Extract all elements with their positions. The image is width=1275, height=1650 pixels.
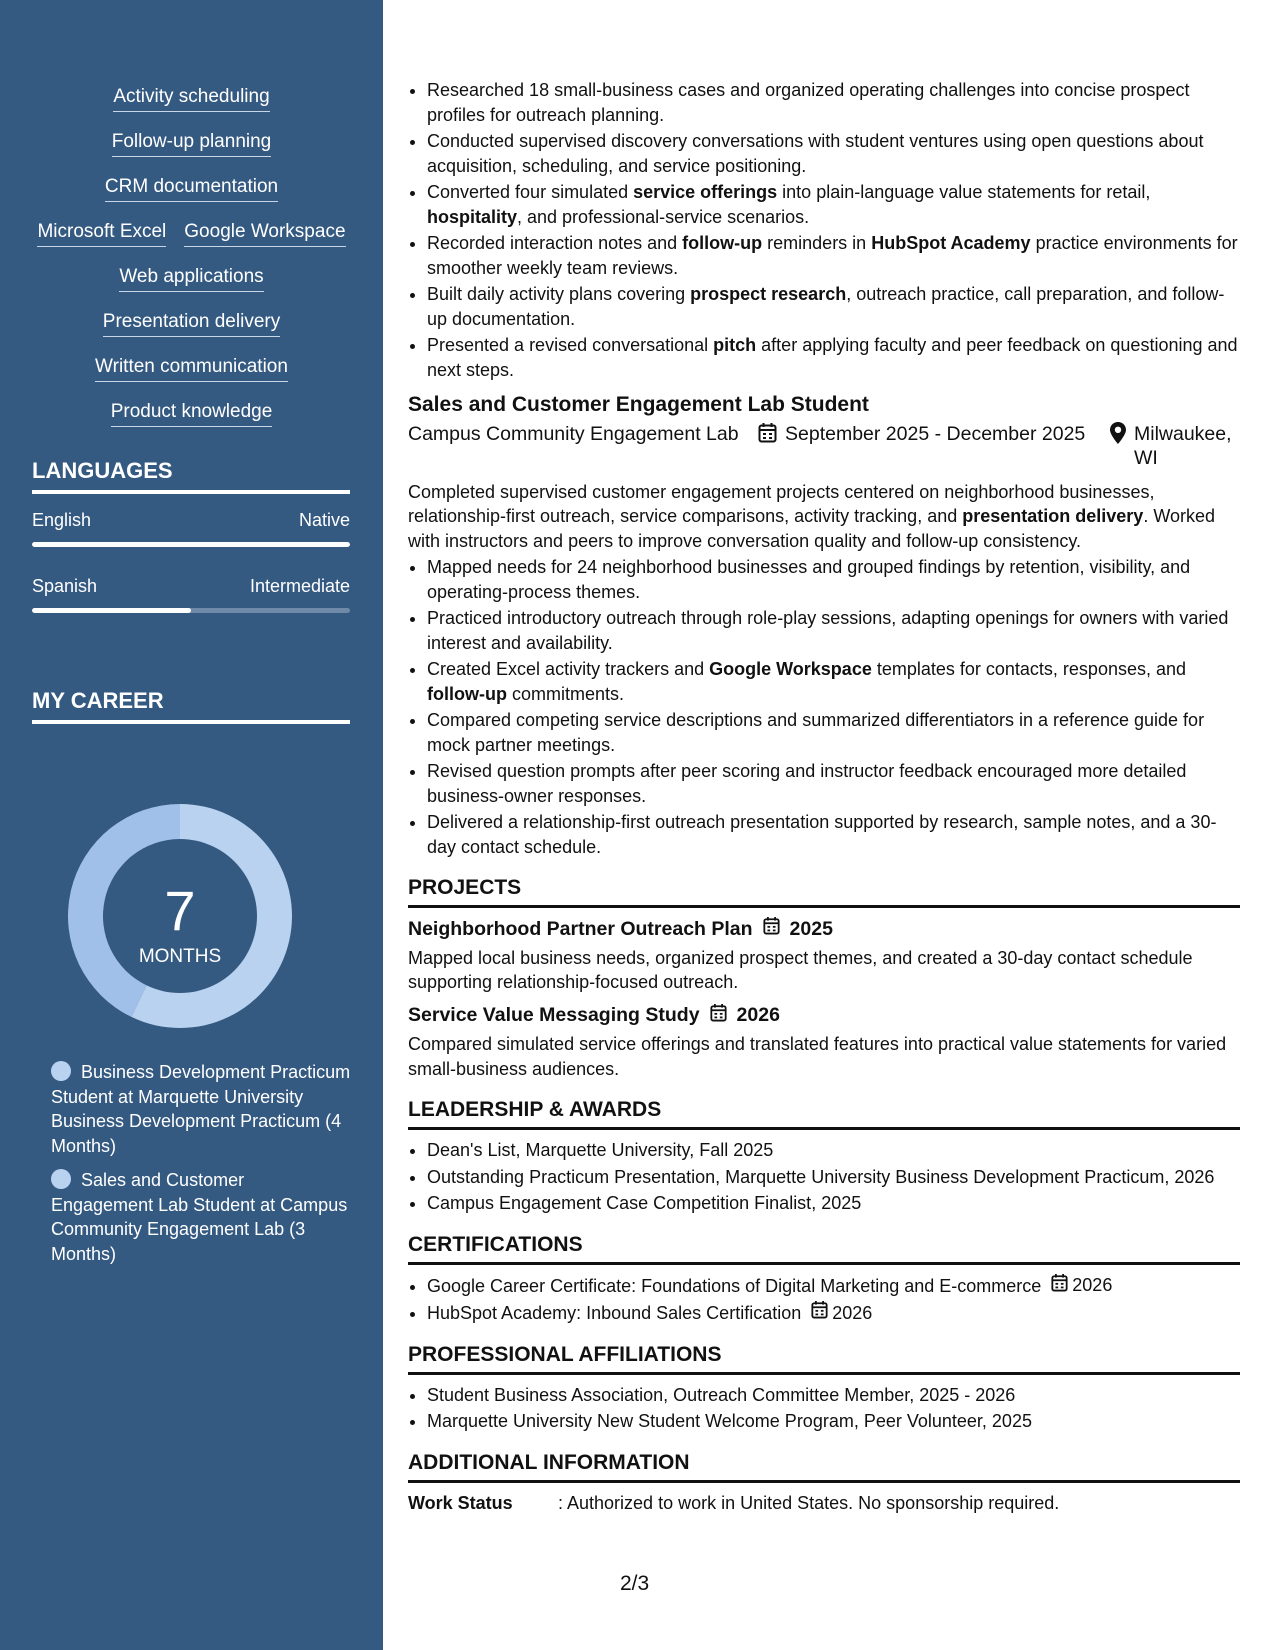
certification-item <box>427 1273 1240 1299</box>
career-heading: MY CAREER <box>32 688 350 724</box>
calendar-icon <box>710 1003 727 1029</box>
bold-keyword: pitch <box>713 335 757 355</box>
certification-year: 2026 <box>1072 1275 1113 1295</box>
skill-tag: Product knowledge <box>111 400 273 427</box>
certification-item <box>427 1300 1240 1326</box>
skill-row <box>20 85 363 130</box>
work-status-label: Work Status <box>408 1492 513 1513</box>
skills-list <box>20 85 363 445</box>
skill-row <box>20 355 363 400</box>
leadership-list <box>408 1138 1240 1216</box>
skill-row <box>20 220 363 265</box>
list-item: • Compared competing service descriptions and summarized differentiators in a reference guide for mock partner meetings. <box>427 708 1240 757</box>
skill-row <box>20 265 363 310</box>
job-meta <box>408 422 1240 470</box>
list-item: • Recorded interaction notes and follow-up reminders in HubSpot Academy practice environments for smoother weekly team reviews. <box>427 231 1240 280</box>
legend-label: Sales and Customer Engagement Lab Student at Campus Community Engagement Lab (3 Months) <box>51 1170 348 1264</box>
bold-keyword: Google Workspace <box>709 659 872 679</box>
bold-keyword: follow-up <box>427 683 507 704</box>
career-legend-item <box>51 1060 351 1158</box>
job-location-text: Milwaukee, WI <box>1134 422 1232 469</box>
calendar-icon <box>763 916 780 942</box>
skill-row <box>20 130 363 175</box>
bold-keyword: service offerings <box>633 182 778 202</box>
map-pin-icon <box>1110 422 1126 470</box>
career-donut-chart <box>62 798 298 1034</box>
bold-keyword: hospitality <box>427 206 518 227</box>
page-number: 2/3 <box>620 1572 650 1595</box>
project-description: Mapped local business needs, organized prospect themes, and created a 30-day contact schedule supporting relationship-focused outreach. <box>408 947 1193 992</box>
language-proficiency-fill <box>32 542 350 547</box>
career-legend <box>51 1060 351 1276</box>
project-year: 2026 <box>736 1004 780 1026</box>
skill-tag: Microsoft Excel <box>37 220 166 247</box>
list-item: • Student Business Association, Outreach Committee Member, 2025 - 2026 <box>427 1383 1240 1408</box>
skill-tag: Activity scheduling <box>113 85 269 112</box>
skill-row <box>20 175 363 220</box>
list-item: • Built daily activity plans covering prospect research, outreach practice, call preparation, and follow-up documentation. <box>427 282 1240 331</box>
language-name: English <box>32 510 92 530</box>
bold-keyword: follow-up <box>682 233 763 253</box>
list-item: • Researched 18 small-business cases and organized operating challenges into concise prospect profiles for outreach planning. <box>427 78 1240 127</box>
list-item: • Campus Engagement Case Competition Finalist, 2025 <box>427 1191 1240 1216</box>
calendar-icon <box>758 422 777 470</box>
affiliations-heading: PROFESSIONAL AFFILIATIONS <box>408 1342 1240 1375</box>
job-bullets <box>408 555 1240 859</box>
leadership-heading: LEADERSHIP & AWARDS <box>408 1097 1240 1130</box>
project-title: Service Value Messaging Study <box>408 1004 700 1026</box>
career-total-number: 7 <box>164 879 196 942</box>
language-level: Native <box>298 510 350 530</box>
skill-tag: Web applications <box>119 265 263 292</box>
career-legend-item <box>51 1168 351 1266</box>
work-status-row <box>408 1491 1240 1516</box>
list-item: • Presented a revised conversational pitch after applying faculty and peer feedback on questioning and next steps. <box>427 333 1240 382</box>
job-dates-text: September 2025 - December 2025 <box>785 422 1086 445</box>
skill-tag: CRM documentation <box>105 175 278 202</box>
legend-label: Business Development Practicum Student at Marquette University Business Development Practicum (4 Months) <box>51 1062 351 1156</box>
bold-keyword: HubSpot Academy <box>871 233 1031 253</box>
career-total-unit: MONTHS <box>138 946 222 967</box>
job-dates <box>758 422 1110 470</box>
calendar-icon <box>1051 1273 1068 1299</box>
language-proficiency-bar <box>32 608 350 613</box>
language-name: Spanish <box>32 576 98 596</box>
list-item: • Marquette University New Student Welcome Program, Peer Volunteer, 2025 <box>427 1409 1240 1434</box>
languages-heading: LANGUAGES <box>32 458 350 494</box>
skill-tag: Written communication <box>95 355 288 382</box>
list-item: • Dean's List, Marquette University, Fall 2025 <box>427 1138 1240 1163</box>
language-proficiency-fill <box>32 608 191 613</box>
language-proficiency-bar <box>32 542 350 547</box>
job-title: Sales and Customer Engagement Lab Student <box>408 393 869 416</box>
list-item: • Converted four simulated service offerings into plain-language value statements for retail, hospitality, and professional-service scenarios. <box>427 180 1240 229</box>
donut-segment <box>68 804 180 1017</box>
certification-date <box>811 1300 872 1326</box>
list-item: • Revised question prompts after peer scoring and instructor feedback encouraged more detailed business-owner responses. <box>427 759 1240 808</box>
language-row <box>32 576 350 597</box>
list-item: • Created Excel activity trackers and Google Workspace templates for contacts, responses, and follow-up commitments. <box>427 657 1240 706</box>
language-level: Intermediate <box>249 576 350 596</box>
project-title-row <box>408 1003 1240 1029</box>
certification-name: HubSpot Academy: Inbound Sales Certification <box>427 1303 802 1323</box>
skill-tag: Presentation delivery <box>103 310 280 337</box>
skill-tag: Follow-up planning <box>112 130 272 157</box>
certification-year: 2026 <box>832 1302 873 1323</box>
certification-date <box>1051 1273 1112 1299</box>
affiliations-list <box>408 1383 1240 1434</box>
main-content <box>408 78 1240 1515</box>
job-organization: Campus Community Engagement Lab <box>408 422 739 445</box>
skill-row <box>20 400 363 445</box>
skill-row <box>20 310 363 355</box>
certifications-heading: CERTIFICATIONS <box>408 1232 1240 1265</box>
skill-tag: Google Workspace <box>184 220 345 247</box>
bold-keyword: prospect research <box>690 284 847 304</box>
legend-dot-icon <box>51 1061 71 1081</box>
certification-name: Google Career Certificate: Foundations of Digital Marketing and E-commerce <box>427 1275 1042 1296</box>
project-year: 2025 <box>789 917 833 940</box>
sidebar <box>0 0 383 1650</box>
projects-heading: PROJECTS <box>408 875 1240 908</box>
bold-keyword: presentation delivery <box>962 506 1144 526</box>
list-item: • Mapped needs for 24 neighborhood businesses and grouped findings by retention, visibility, and operating-process themes. <box>427 555 1240 604</box>
experience-bullets <box>408 78 1240 382</box>
certifications-list <box>408 1273 1240 1326</box>
language-row <box>32 510 350 531</box>
legend-dot-icon <box>51 1169 71 1189</box>
work-status-value: : Authorized to work in United States. No sponsorship required. <box>558 1492 1060 1513</box>
project-title-row <box>408 916 1240 942</box>
list-item: • Delivered a relationship-first outreach presentation supported by research, sample notes, and a 30-day contact schedule. <box>427 810 1240 859</box>
job-location <box>1110 422 1240 470</box>
list-item: • Conducted supervised discovery conversations with student ventures using open questions about acquisition, scheduling, and service positioning. <box>427 129 1240 178</box>
project-title: Neighborhood Partner Outreach Plan <box>408 917 753 940</box>
job-summary: Completed supervised customer engagement projects centered on neighborhood businesses, relationship-first outreach, service comparisons, activity tracking, and presentation delivery. Worked with instructors and peers to improve conversation quality and follow-up consistency. <box>408 481 1216 551</box>
projects-list <box>408 916 1240 1081</box>
list-item: • Outstanding Practicum Presentation, Marquette University Business Development Practicum, 2026 <box>427 1165 1240 1190</box>
calendar-icon <box>811 1300 828 1326</box>
project-description: Compared simulated service offerings and translated features into practical value statements for varied small-business audiences. <box>408 1034 1227 1079</box>
list-item: • Practiced introductory outreach through role-play sessions, adapting openings for owners with varied interest and availability. <box>427 606 1240 655</box>
additional-heading: ADDITIONAL INFORMATION <box>408 1450 1240 1483</box>
